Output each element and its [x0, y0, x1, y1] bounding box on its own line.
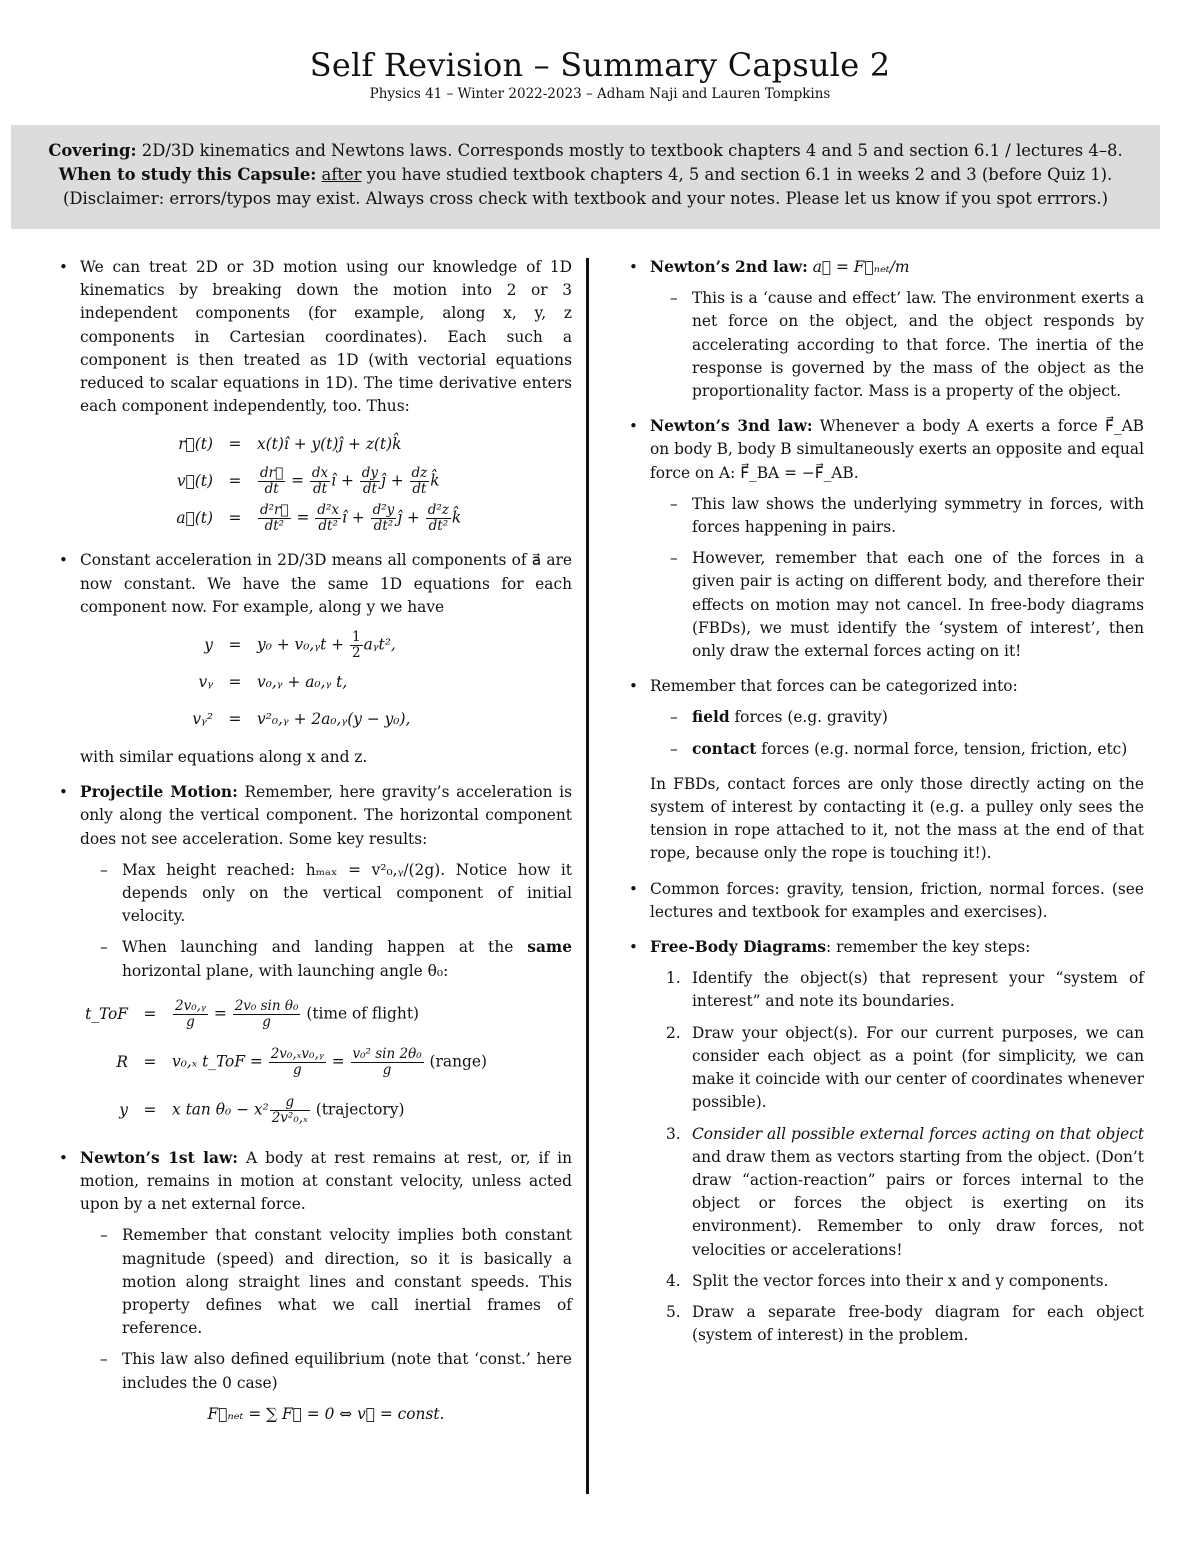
- sub-item-cause-effect: [650, 287, 1144, 403]
- eq-rhs: $\frac{\text{d²r⃗}}{\text{dt²}}$ = $\frac{\text{d²x}}{\text{dt²}}$ î + $\frac{\text{d²y}}{\text{dt²}}$ ĵ + $\frac{\text{d²z}}{\text{dt²}}$ k̂: [260, 502, 462, 535]
- page-subtitle: Physics 41 – Winter 2022-2023 – Adham Naji and Lauren Tompkins: [369, 86, 831, 102]
- right-column: [628, 256, 1144, 1359]
- eq-rhs: $\frac{dr⃗}{dt}$ = $\frac{dx}{dt}$ î + $\frac{dy}{dt}$ ĵ + $\frac{dz}{dt}$ k̂: [260, 465, 440, 498]
- when-text: you have studied textbook chapters 4, 5 and section 6.1 in weeks 2 and 3 (before Quiz 1).: [361, 165, 1113, 184]
- eq-rhs: v²₀,ᵧ + 2a₀,ᵧ(y − y₀),: [257, 709, 411, 728]
- list-item-intro: [58, 256, 572, 537]
- step-text: Draw a separate free-body diagram for each object (system of interest) in the problem.: [692, 1302, 1144, 1345]
- list-item-newton-2: [628, 256, 1144, 403]
- bullet-icon: •: [629, 938, 638, 957]
- dash-icon: –: [670, 708, 678, 727]
- column-divider: [586, 258, 589, 1494]
- fbd-step-4: 4. Split the vector forces into their x and y components.: [650, 1270, 1144, 1293]
- eq-lhs: a⃗(t): [176, 509, 213, 528]
- fbd-text: : remember the key steps:: [826, 938, 1031, 957]
- equation-row: [80, 991, 572, 1039]
- dash-icon: –: [100, 1226, 108, 1245]
- eq-lhs: R: [116, 1053, 128, 1072]
- eq-sign: =: [228, 709, 242, 728]
- fbd-step-5: 5. Draw a separate free-body diagram for each object (system of interest) in the problem.: [650, 1301, 1144, 1347]
- dash-icon: –: [670, 494, 678, 513]
- bullet-icon: •: [629, 417, 638, 436]
- sub-item-contact-forces: [650, 738, 1144, 761]
- bullet-icon: •: [59, 258, 68, 276]
- cause-effect-text: This is a ‘cause and effect’ law. The environment exerts a net force on the object, and the object responds by accelerating according to that force. The inertia of the response is governed by the mass of the object as the proportionality factor. Mass is a property of the object.: [692, 289, 1144, 401]
- same-plane-text: When launching and landing happen at the same horizontal plane, with launching angle θ₀:: [122, 938, 572, 980]
- dash-icon: –: [670, 549, 678, 568]
- newton2-text: [650, 256, 1144, 279]
- list-item-newton-3: [628, 415, 1144, 663]
- covering-line: [21, 139, 1150, 163]
- eq-lhs: vᵧ: [198, 672, 213, 691]
- equation-row: [80, 627, 572, 664]
- equation-row: [80, 1039, 572, 1087]
- covering-label: Covering:: [48, 141, 137, 160]
- dash-icon: –: [100, 938, 108, 957]
- eq-rhs: v₀,ᵧ + a₀,ᵧ t,: [257, 672, 348, 691]
- eq-lhs: r⃗(t): [178, 435, 213, 454]
- symmetry-text: This law shows the underlying symmetry in forces, with forces happening in pairs.: [692, 494, 1144, 537]
- when-after: after: [321, 165, 362, 184]
- bullet-icon: •: [59, 783, 68, 802]
- dash-icon: –: [100, 860, 108, 879]
- common-forces-text: Common forces: gravity, tension, friction, normal forces. (see lectures and textbook for examples and exercises).: [650, 879, 1144, 921]
- list-item-projectile: [58, 781, 572, 1135]
- sub-item-constant-velocity: [80, 1224, 572, 1340]
- list-item-common-forces: [628, 878, 1144, 924]
- projectile-text: [80, 781, 572, 851]
- newton2-label: Newton’s 2nd law:: [650, 258, 808, 276]
- projectile-body: Remember, here gravity’s acceleration is only along the vertical component. The horizontal component does not see acceleration. Some key results:: [80, 783, 573, 848]
- eq-sign: =: [228, 509, 242, 528]
- constant-acc-equations: [80, 627, 572, 738]
- equation-row: [80, 463, 572, 500]
- newton1-text: [80, 1147, 572, 1217]
- newton3-body: Whenever a body A exerts a force F⃗_AB on body B, body B simultaneously exerts an opposite and equal force on A: F⃗_BA = −F⃗_AB.: [650, 417, 1144, 482]
- sub-item-symmetry: [650, 493, 1144, 539]
- list-item-constant-acceleration: [58, 549, 572, 769]
- eq-lhs: y: [119, 1101, 128, 1120]
- newton2-equation: a⃗ = F⃗ₙₑₜ/m: [807, 258, 910, 276]
- when-line: [21, 163, 1150, 187]
- dash-icon: –: [670, 289, 678, 308]
- kinematics-equations: [80, 426, 572, 537]
- eq-sign: =: [228, 635, 242, 654]
- categories-text: Remember that forces can be categorized into:: [650, 677, 1018, 696]
- max-height-text: Max height reached: hₘₐₓ = v²₀,ᵧ/(2g). Notice how it depends only on the vertical component of initial velocity.: [122, 860, 572, 926]
- equation-row: [80, 701, 572, 738]
- sub-item-pairs: [650, 547, 1144, 663]
- coverage-box: [11, 125, 1160, 229]
- eq-sign: =: [228, 435, 242, 454]
- fbd-step-1: 1. Identify the object(s) that represent your “system of interest” and note its boundaries.: [650, 967, 1144, 1013]
- eq-rhs: y₀ + v₀,ᵧt + $\frac{1}{2}$ aᵧt²,: [257, 629, 396, 662]
- dash-icon: –: [100, 1350, 108, 1369]
- const-acc-text: Constant acceleration in 2D/3D means all components of a⃗ are now constant. We have the same 1D equations for each component now. For example, along y we have: [80, 551, 572, 616]
- eq-rhs: x tan θ₀ − x² $\frac{g}{\text{2v²₀,ₓ}}$ (trajectory): [172, 1094, 405, 1127]
- sub-item-equilibrium: [80, 1348, 572, 1394]
- eq-sign: =: [228, 672, 242, 691]
- newton3-label: Newton’s 3nd law:: [650, 417, 813, 436]
- eq-rhs: v₀,ₓ t_ToF = $\frac{\text{2v₀,ₓv₀,ᵧ}}{g}$ = $\frac{\text{v₀² sin 2θ₀}}{g}$ (range): [172, 1046, 487, 1079]
- equation-row: [80, 426, 572, 463]
- step3-italic: Consider all possible external forces acting on that object: [692, 1124, 1144, 1143]
- newton1-body: A body at rest remains at rest, or, if in motion, remains in motion at constant velocity, unless acted upon by a net external force.: [80, 1148, 572, 1214]
- bullet-icon: •: [629, 879, 638, 898]
- eq-lhs: v⃗(t): [176, 472, 213, 491]
- newton3-text: [650, 415, 1144, 485]
- projectile-equations: [80, 991, 572, 1135]
- equation-row: [80, 500, 572, 537]
- fbd-step-3: 3. Consider all possible external forces acting on that object and draw them as vectors starting from the object. (Don’t draw “action-reaction” pairs or forces internal to the object or forces the object is exerting on its environment). Remember to only draw forces, not velocities or accelerations!: [650, 1123, 1144, 1262]
- covering-text: 2D/3D kinematics and Newtons laws. Corresponds mostly to textbook chapters 4 and 5 and section 6.1 / lectures 4–8.: [136, 141, 1123, 160]
- newton1-label: Newton’s 1st law:: [80, 1148, 238, 1167]
- fbd-label: Free-Body Diagrams: [650, 938, 827, 957]
- intro-text: We can treat 2D or 3D motion using our knowledge of 1D kinematics by breaking down the motion into 2 or 3 independent components (for example, along x, y, z components in Cartesian coordinates). Each such a component is then treated as 1D (with vectorial equations reduced to scalar equations in 1D). The time derivative enters each component independently, too. Thus:: [80, 258, 572, 416]
- equation-row: [80, 1087, 572, 1135]
- fbd-heading: [650, 936, 1144, 959]
- constant-velocity-text: Remember that constant velocity implies both constant magnitude (speed) and direction, so it is basically a motion along straight lines and constant speeds. This property defines what we call inertial frames of reference.: [122, 1226, 572, 1338]
- equilibrium-text: This law also defined equilibrium (note that ‘const.’ here includes the 0 case): [122, 1350, 572, 1392]
- step-text: Split the vector forces into their x and y components.: [692, 1271, 1109, 1290]
- equation-row: [80, 664, 572, 701]
- sub-item-field-forces: [650, 706, 1144, 729]
- eq-sign: =: [143, 1053, 157, 1072]
- bullet-icon: •: [59, 551, 68, 570]
- eq-sign: =: [143, 1005, 157, 1024]
- when-label: When to study this Capsule:: [58, 165, 317, 184]
- left-column: [58, 256, 572, 1438]
- sub-item-same-plane: [80, 936, 572, 982]
- pairs-text: However, remember that each one of the forces in a given pair is acting on different body, and therefore their effects on motion may not cancel. In free-body diagrams (FBDs), we must identify the ‘system of interest’, then only draw the external forces acting on it!: [692, 549, 1144, 661]
- fbd-paragraph: In FBDs, contact forces are only those directly acting on the system of interest by contacting it (e.g. a pulley only sees the tension in rope attached to it, not the mass at the end of that rope, because only the rope is touching it!).: [650, 774, 1144, 863]
- bullet-icon: •: [629, 258, 638, 276]
- list-item-fbd: [628, 936, 1144, 1347]
- list-item-categories: [628, 675, 1144, 865]
- dash-icon: –: [670, 739, 678, 758]
- page-title: Self Revision – Summary Capsule 2: [309, 46, 891, 84]
- step-text: Identify the object(s) that represent your “system of interest” and note its boundaries.: [692, 969, 1144, 1011]
- eq-sign: =: [143, 1101, 157, 1120]
- equilibrium-equation: F⃗ₙₑₜ = ∑ F⃗ = 0 ⇔ v⃗ = const.: [207, 1404, 445, 1423]
- bullet-icon: •: [59, 1148, 68, 1167]
- eq-sign: =: [228, 472, 242, 491]
- fbd-step-2: 2. Draw your object(s). For our current purposes, we can consider each object as a point (for simplicity, we can make it coincide with our center of coordinates whenever possible).: [650, 1022, 1144, 1115]
- eq-lhs: y: [204, 635, 213, 654]
- sub-item-max-height: [80, 859, 572, 929]
- similar-text: with similar equations along x and z.: [80, 748, 368, 767]
- disclaimer: (Disclaimer: errors/typos may exist. Always cross check with textbook and your notes. Please let us know if you spot errrors.): [63, 189, 1108, 208]
- field-forces-text: field forces (e.g. gravity): [692, 708, 888, 727]
- eq-lhs: t_ToF: [85, 1005, 128, 1024]
- step-text: Consider all possible external forces acting on that object and draw them as vectors starting from the object. (Don’t draw “action-reaction” pairs or forces internal to the object or forces the object is exerting on its environment). Remember to only draw forces, not velocities or accelerations!: [692, 1124, 1144, 1259]
- step-text: Draw your object(s). For our current purposes, we can consider each object as a point (for simplicity, we can make it coincide with our center of coordinates whenever possible).: [692, 1023, 1144, 1112]
- projectile-label: Projectile Motion:: [80, 783, 238, 802]
- bullet-icon: •: [629, 677, 638, 696]
- eq-rhs: x(t)î + y(t)ĵ + z(t)k̂: [257, 435, 402, 454]
- eq-rhs: $\frac{\text{2v₀,ᵧ}}{g}$ = $\frac{\text{2v₀ sin θ₀}}{g}$ (time of flight): [175, 998, 420, 1031]
- contact-forces-text: contact forces (e.g. normal force, tension, friction, etc): [692, 739, 1128, 758]
- eq-lhs: vᵧ²: [192, 709, 213, 728]
- list-item-newton-1: [58, 1147, 572, 1426]
